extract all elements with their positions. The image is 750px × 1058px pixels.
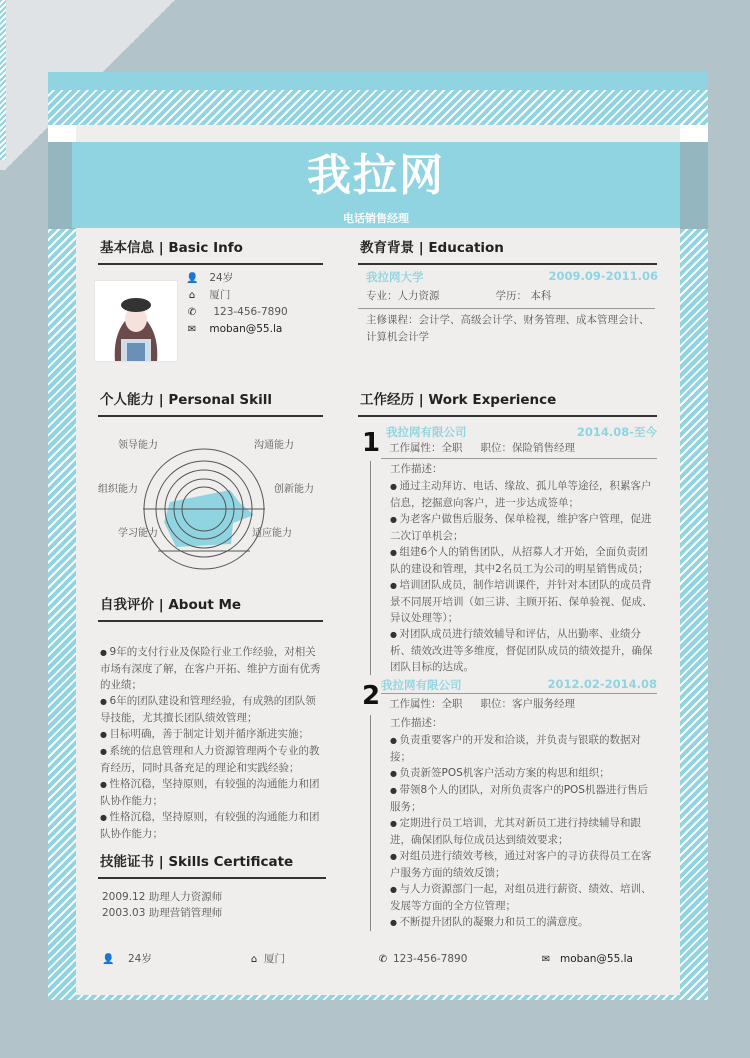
education-entry — [366, 269, 658, 309]
duty-item: ● 带领8个人的团队，对所负责客户的POS机器进行售后服务； — [390, 782, 657, 815]
about-list — [100, 644, 322, 842]
home-icon: ⌂ — [250, 954, 258, 965]
job-title-row — [381, 677, 657, 694]
job-description — [370, 461, 657, 675]
skill-label-communication: 沟通能力 — [254, 440, 294, 451]
mail-icon: ✉ — [541, 954, 551, 965]
duty-item: ● 培训团队成员，制作培训课件，并针对本团队的成员背景不同展开培训（如三讲、主顾开拓、保单验视、促成、异议处理等）； — [390, 577, 657, 626]
school-name: 我拉网大学 — [366, 270, 424, 284]
footer-email: ✉ moban@55.la — [540, 951, 633, 968]
duty-item: ● 不断提升团队的凝聚力和员工的满意度。 — [390, 914, 657, 931]
about-item: ● 性格沉稳，坚持原则，有较强的沟通能力和团队协作能力； — [100, 809, 322, 842]
job-title: 电话销售经理 — [343, 212, 409, 225]
job-number: 1 — [362, 428, 381, 458]
certs-heading: 技能证书 | Skills Certificate — [98, 850, 326, 879]
profile-photo — [94, 280, 178, 362]
left-lower-column — [98, 593, 326, 921]
name-title: 我拉网 — [307, 150, 445, 201]
cert-list — [102, 889, 326, 921]
phone-icon: ✆ — [187, 307, 197, 318]
side-tab-right — [680, 142, 708, 229]
company-name: 我拉网有限公司 — [386, 425, 467, 439]
major: 专业：人力资源 — [366, 290, 440, 302]
paper-top-band — [48, 72, 708, 90]
avatar-illustration — [95, 281, 177, 361]
phone: 123-456-7890 — [213, 306, 288, 318]
job-entry — [362, 677, 657, 931]
background-stripe — [0, 0, 6, 160]
skill-label-leadership: 领导能力 — [118, 440, 158, 451]
duty-item: ● 组建6个人的销售团队，从招募人才开始，全面负责团队的建设和管理，其中2名员工为公司的明星销售成员； — [390, 544, 657, 577]
job-description — [370, 715, 657, 931]
about-item: ● 目标明确，善于制定计划并循序渐进实施； — [100, 726, 322, 743]
job-period: 2014.08-至今 — [576, 425, 657, 439]
job-type: 工作属性：全职 — [389, 698, 463, 710]
skill-label-adaptability: 适应能力 — [252, 528, 292, 539]
skill-label-innovation: 创新能力 — [274, 484, 314, 495]
job-entry — [362, 424, 657, 675]
courses: 主修课程：会计学、高级会计学、财务管理、成本管理会计、计算机会计学 — [366, 314, 650, 343]
desc-label: 工作描述： — [390, 463, 443, 475]
mail-icon: ✉ — [187, 324, 197, 335]
duty-item: ● 负责重要客户的开发和洽谈，并负责与银联的数据对接； — [390, 732, 657, 765]
job-position: 职位：客户服务经理 — [480, 698, 575, 710]
footer-age: 👤 24岁 — [102, 951, 152, 968]
job-type: 工作属性：全职 — [389, 442, 463, 454]
work-list — [362, 424, 657, 931]
person-icon: 👤 — [102, 954, 115, 965]
email: moban@55.la — [209, 323, 283, 335]
duty-item: ● 负责新签POS机客户活动方案的构思和组织； — [390, 765, 657, 782]
age: 24岁 — [209, 272, 234, 284]
cert-item: 2009.12 助理人力资源师 — [102, 891, 223, 903]
cert-item: 2003.03 助理营销管理师 — [102, 907, 223, 919]
city: 厦门 — [209, 289, 231, 301]
about-item: ● 系统的信息管理和人力资源管理两个专业的教育经历，同时具备充足的理论和实践经验； — [100, 743, 322, 776]
person-icon: 👤 — [186, 273, 199, 284]
duty-item: ● 定期进行员工培训，尤其对新员工进行持续辅导和跟进，确保团队每位成员达到绩效要求； — [390, 815, 657, 848]
skill-label-organization: 组织能力 — [98, 484, 138, 495]
duty-item: ● 对组员进行绩效考核，通过对客户的寻访获得员工在客户服务方面的绩效反馈； — [390, 848, 657, 881]
duty-item: ● 为老客户做售后服务、保单检视，维护客户管理，促进二次订单机会； — [390, 511, 657, 544]
home-icon: ⌂ — [188, 290, 196, 301]
education-heading: 教育背景 | Education — [358, 236, 657, 265]
duty-item: ● 与人力资源部门一起，对组员进行薪资、绩效、培训、发展等方面的全方位管理； — [390, 881, 657, 914]
skills-heading: 个人能力 | Personal Skill — [98, 388, 323, 417]
job-period: 2012.02-2014.08 — [547, 677, 657, 691]
job-meta — [381, 440, 657, 459]
footer-phone: ✆ 123-456-7890 — [377, 951, 467, 968]
education-period: 2009.09-2011.06 — [548, 269, 658, 283]
company-name: 我拉网有限公司 — [381, 678, 462, 692]
desc-label: 工作描述： — [390, 717, 443, 729]
footer-city: ⌂ 厦门 — [248, 951, 285, 968]
skill-label-learning: 学习能力 — [118, 528, 158, 539]
job-position: 职位：保险销售经理 — [480, 442, 575, 454]
basic-info-list — [186, 270, 288, 338]
duty-item: ● 通过主动拜访、电话、缘故、孤儿单等途径，积累客户信息，挖掘意向客户，进一步达成签单； — [390, 478, 657, 511]
about-item: ● 性格沉稳，坚持原则，有较强的沟通能力和团队协作能力； — [100, 776, 322, 809]
about-heading: 自我评价 | About Me — [98, 593, 323, 622]
duty-item: ● 对团队成员进行绩效辅导和评估，从出勤率、业绩分析、绩效改进等多维度，督促团队成员的绩效提升，确保团队目标的达成。 — [390, 626, 657, 675]
job-meta — [381, 696, 657, 713]
work-heading: 工作经历 | Work Experience — [358, 388, 657, 417]
job-number: 2 — [362, 681, 381, 711]
basic-info-heading: 基本信息 | Basic Info — [98, 236, 323, 265]
phone-icon: ✆ — [378, 954, 388, 965]
about-item: ● 6年的团队建设和管理经验，有成熟的团队领导技能，尤其擅长团队绩效管理； — [100, 693, 322, 726]
header-banner — [72, 142, 680, 228]
divider — [358, 308, 655, 309]
about-item: ● 9年的支付行业及保险行业工作经验，对相关市场有深度了解，在客户开拓、维护方面有优秀的业绩； — [100, 644, 322, 693]
degree: 学历： 本科 — [495, 290, 552, 302]
skill-radar-chart — [90, 430, 330, 580]
